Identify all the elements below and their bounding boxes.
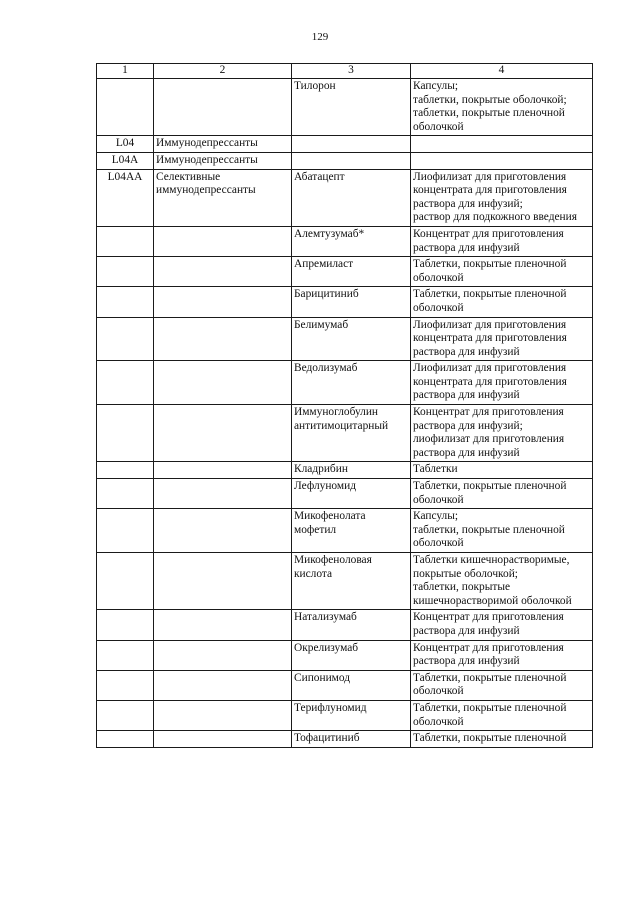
drug-name-cell: Микофеноловая кислота [292,553,411,610]
atc-code-cell [97,640,154,670]
table-row [97,152,593,169]
atc-code-cell [97,509,154,553]
atc-code-cell [97,462,154,479]
table-row [97,317,593,361]
table-row [97,640,593,670]
table-row [97,361,593,405]
drug-name-cell: Барицитиниб [292,287,411,317]
group-name-cell [154,479,292,509]
drug-name-cell: Натализумаб [292,610,411,640]
column-header-4: 4 [411,64,593,79]
atc-code-cell [97,287,154,317]
drug-name-cell: Абатацепт [292,169,411,226]
drug-name-cell: Кладрибин [292,462,411,479]
atc-code-cell [97,700,154,730]
drug-name-cell: Тилорон [292,79,411,136]
drug-name-cell: Ведолизумаб [292,361,411,405]
drug-name-cell: Терифлуномид [292,700,411,730]
atc-code-cell [97,257,154,287]
atc-code-cell [97,731,154,748]
dosage-form-cell: Лиофилизат для приготовления концентрата для приготовления раствора для инфузий [411,361,593,405]
table-row [97,226,593,256]
atc-code-cell [97,317,154,361]
dosage-form-cell: Концентрат для приготовления раствора для инфузий; лиофилизат для приготовления раствора для инфузий [411,405,593,462]
group-name-cell [154,640,292,670]
dosage-form-cell: Капсулы; таблетки, покрытые оболочкой; таблетки, покрытые пленочной оболочкой [411,79,593,136]
atc-code-cell [97,553,154,610]
atc-code-cell [97,79,154,136]
table-row [97,553,593,610]
group-name-cell [154,405,292,462]
dosage-form-cell: Концентрат для приготовления раствора для инфузий [411,226,593,256]
dosage-form-cell: Капсулы; таблетки, покрытые пленочной оболочкой [411,509,593,553]
drug-name-cell [292,136,411,153]
table-row [97,610,593,640]
dosage-form-cell: Лиофилизат для приготовления концентрата для приготовления раствора для инфузий [411,317,593,361]
drug-table [96,63,593,748]
column-header-2: 2 [154,64,292,79]
group-name-cell [154,79,292,136]
dosage-form-cell [411,136,593,153]
drug-name-cell: Лефлуномид [292,479,411,509]
dosage-form-cell: Таблетки, покрытые пленочной оболочкой [411,670,593,700]
dosage-form-cell: Концентрат для приготовления раствора для инфузий [411,610,593,640]
dosage-form-cell: Концентрат для приготовления раствора для инфузий [411,640,593,670]
drug-name-cell: Тофацитиниб [292,731,411,748]
column-header-1: 1 [97,64,154,79]
drug-name-cell: Окрелизумаб [292,640,411,670]
dosage-form-cell: Таблетки кишечнорастворимые, покрытые оболочкой; таблетки, покрытые кишечнорастворимой оболочкой [411,553,593,610]
group-name-cell [154,670,292,700]
table-row [97,169,593,226]
dosage-form-cell: Таблетки, покрытые пленочной оболочкой [411,287,593,317]
column-header-3: 3 [292,64,411,79]
atc-code-cell [97,670,154,700]
table-row [97,670,593,700]
atc-code-cell [97,226,154,256]
table-row [97,700,593,730]
group-name-cell [154,287,292,317]
group-name-cell: Иммунодепрессанты [154,136,292,153]
group-name-cell [154,257,292,287]
page-number: 129 [311,31,329,43]
table-row [97,509,593,553]
group-name-cell [154,509,292,553]
table-row [97,136,593,153]
table-row [97,731,593,748]
drug-name-cell: Иммуноглобулин антитимоцитарный [292,405,411,462]
group-name-cell [154,226,292,256]
table-row [97,79,593,136]
atc-code-cell: L04 [97,136,154,153]
atc-code-cell [97,361,154,405]
atc-code-cell [97,405,154,462]
atc-code-cell [97,610,154,640]
atc-code-cell: L04A [97,152,154,169]
dosage-form-cell: Таблетки, покрытые пленочной оболочкой [411,700,593,730]
group-name-cell [154,610,292,640]
drug-name-cell: Микофенолата мофетил [292,509,411,553]
dosage-form-cell [411,152,593,169]
group-name-cell [154,317,292,361]
atc-code-cell [97,479,154,509]
dosage-form-cell: Лиофилизат для приготовления концентрата для приготовления раствора для инфузий; раствор для подкожного введения [411,169,593,226]
group-name-cell [154,361,292,405]
table-row [97,479,593,509]
table-body [97,79,593,748]
dosage-form-cell: Таблетки, покрытые пленочной оболочкой [411,479,593,509]
drug-name-cell: Сипонимод [292,670,411,700]
table-row [97,405,593,462]
dosage-form-cell: Таблетки, покрытые пленочной [411,731,593,748]
dosage-form-cell: Таблетки, покрытые пленочной оболочкой [411,257,593,287]
atc-code-cell: L04AA [97,169,154,226]
group-name-cell [154,700,292,730]
table-row [97,462,593,479]
table-row [97,287,593,317]
group-name-cell: Иммунодепрессанты [154,152,292,169]
drug-name-cell: Алемтузумаб* [292,226,411,256]
drug-name-cell: Белимумаб [292,317,411,361]
group-name-cell [154,731,292,748]
group-name-cell [154,462,292,479]
table-header-row [97,64,593,79]
group-name-cell: Селективные иммунодепрессанты [154,169,292,226]
group-name-cell [154,553,292,610]
dosage-form-cell: Таблетки [411,462,593,479]
table-row [97,257,593,287]
drug-name-cell [292,152,411,169]
drug-name-cell: Апремиласт [292,257,411,287]
